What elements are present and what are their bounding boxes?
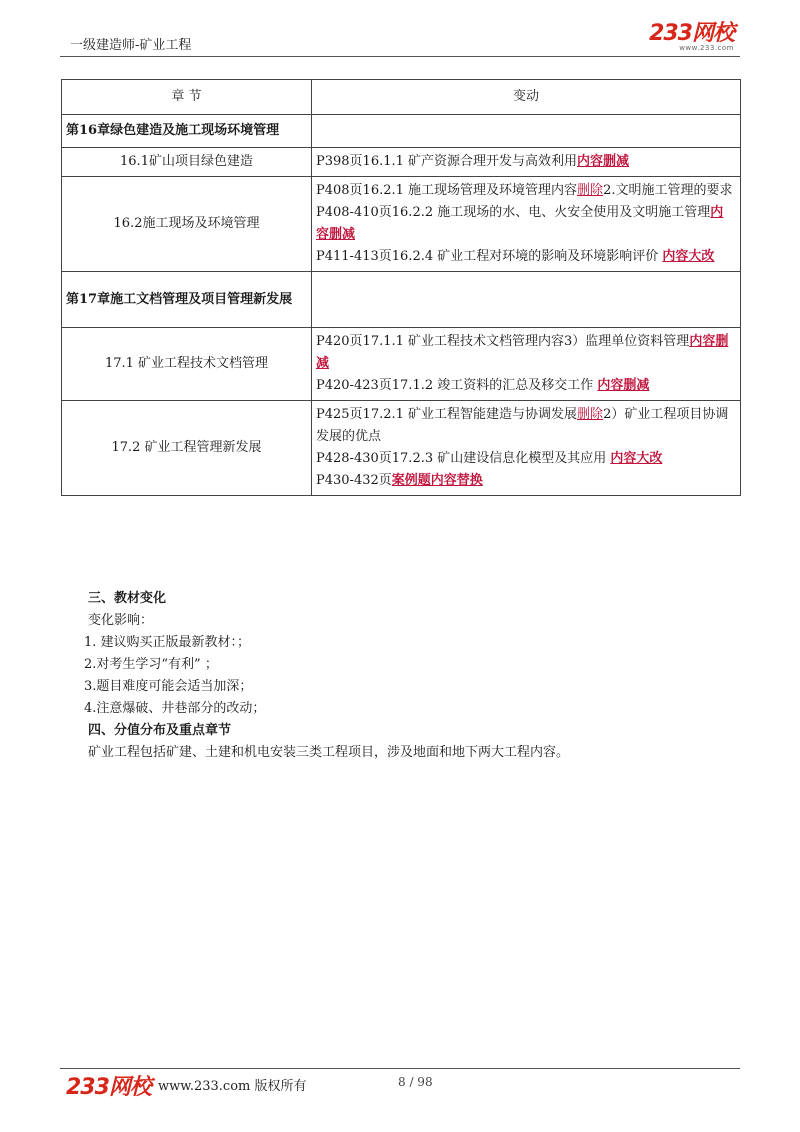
change-line <box>316 180 736 202</box>
logo-text: 233网校 <box>649 21 734 46</box>
change-line <box>316 202 736 246</box>
change-text: P411-413页16.2.4 矿业工程对环境的影响及环境影响评价 <box>316 249 663 264</box>
chapter-title: 第16章绿色建造及施工现场环境管理 <box>62 115 312 148</box>
change-line <box>316 331 736 375</box>
change-line <box>316 375 736 397</box>
impact-item: 4.注意爆破、井巷部分的改动； <box>84 701 266 716</box>
change-highlight: 内容大改 <box>662 249 715 264</box>
change-text: P408页16.2.1 施工现场管理及环境管理内容 <box>316 183 578 198</box>
change-text: P420-423页17.1.2 竣工资料的汇总及移交工作 <box>316 378 598 393</box>
change-line <box>316 470 736 492</box>
chapter-title: 第17章施工文档管理及项目管理新发展 <box>62 272 312 328</box>
change-text: P428-430页17.2.3 矿山建设信息化模型及其应用 <box>316 451 611 466</box>
change-text: P408-410页16.2.2 施工现场的水、电、火安全使用及文明施工管理 <box>316 205 711 220</box>
change-text: P398页16.1.1 矿产资源合理开发与高效利用 <box>316 154 578 169</box>
changes-table <box>61 79 741 496</box>
change-highlight: 内容删减 <box>597 378 650 393</box>
change-highlight: 内容大改 <box>610 451 663 466</box>
table-header-row <box>62 80 741 115</box>
change-line <box>316 404 736 448</box>
table-row <box>62 401 741 496</box>
section-title: 16.2施工现场及环境管理 <box>62 177 312 272</box>
change-text-after: 2）矿业工程项目协调发展的优点 <box>316 407 729 444</box>
section-heading-4: 四、分值分布及重点章节 <box>88 723 232 738</box>
document-header-title: 一级建造师-矿业工程 <box>70 38 192 53</box>
brand-logo[interactable] <box>649 22 734 52</box>
section-title: 16.1矿山项目绿色建造 <box>62 148 312 177</box>
body-text <box>84 588 748 764</box>
table-row <box>62 328 741 401</box>
change-line <box>316 448 736 470</box>
chapter-row <box>62 272 741 328</box>
change-text: P430-432页 <box>316 473 392 488</box>
column-header-change: 变动 <box>312 80 741 115</box>
impact-item: 1. 建议购买正版最新教材：； <box>84 635 251 650</box>
impact-item: 3.题目难度可能会适当加深； <box>84 679 253 694</box>
change-line <box>316 246 736 268</box>
footer-divider <box>60 1068 740 1069</box>
chapter-change-cell <box>312 272 741 328</box>
table-row <box>62 177 741 272</box>
footer-site-text: www.233.com 版权所有 <box>158 1079 307 1094</box>
change-highlight: 删除 <box>577 183 604 198</box>
change-text: P420页17.1.1 矿业工程技术文档管理内容3）监理单位资料管理 <box>316 334 690 349</box>
change-cell <box>312 328 741 401</box>
page-number: 8 / 98 <box>398 1075 433 1089</box>
change-cell <box>312 148 741 177</box>
change-highlight: 案例题内容替换 <box>391 473 483 488</box>
table-row <box>62 148 741 177</box>
section-title: 17.1 矿业工程技术文档管理 <box>62 328 312 401</box>
impact-item: 2.对考生学习“有利” ； <box>84 657 218 672</box>
change-highlight: 删除 <box>577 407 604 422</box>
change-highlight: 内容删减 <box>316 205 724 242</box>
change-cell <box>312 177 741 272</box>
header-divider <box>60 56 740 57</box>
chapter-row <box>62 115 741 148</box>
section-heading-3: 三、教材变化 <box>88 591 167 606</box>
chapter-change-cell <box>312 115 741 148</box>
column-header-chapter: 章 节 <box>62 80 312 115</box>
impact-label: 变化影响： <box>88 613 154 628</box>
body-paragraph: 矿业工程包括矿建、土建和机电安装三类工程项目，涉及地面和地下两大工程内容。 <box>88 745 570 760</box>
logo-url: www.233.com <box>679 44 734 52</box>
change-text: P425页17.2.1 矿业工程智能建造与协调发展 <box>316 407 578 422</box>
change-line <box>316 151 736 173</box>
change-highlight: 内容删减 <box>577 154 630 169</box>
change-text-after: 2.文明施工管理的要求 <box>603 183 733 198</box>
change-highlight: 内容删减 <box>316 334 729 371</box>
section-title: 17.2 矿业工程管理新发展 <box>62 401 312 496</box>
change-cell <box>312 401 741 496</box>
footer-logo[interactable]: 233网校 <box>66 1075 151 1100</box>
